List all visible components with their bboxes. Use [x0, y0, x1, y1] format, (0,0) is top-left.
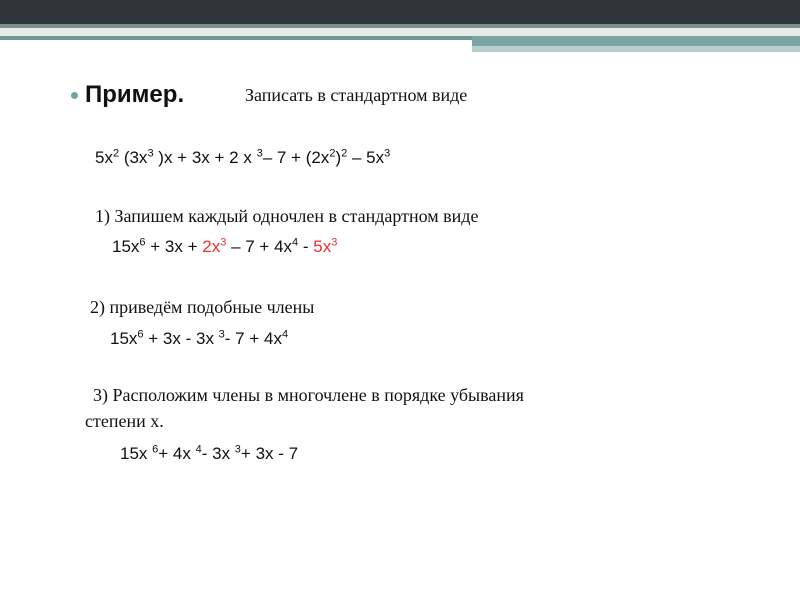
original-expression: $5x^2$ ($3x^3$ )x + 3x + 2 x $^3$– $7 + (2x^2)^2 - 5x^3$: [95, 147, 391, 167]
highlight-term: $2x^3$: [202, 236, 227, 256]
step3-label-line2: степени х.: [85, 411, 164, 431]
header-bar: [0, 0, 800, 24]
step3-expression: 15x $^6$+ 4x $^4$- 3x $^3$+ 3x - 7: [120, 443, 299, 463]
header-accent-left: [0, 36, 472, 40]
highlight-term: $5x^3$: [313, 236, 338, 256]
header-accent-right: [472, 36, 800, 46]
step3-label-line1: 3) Расположим члены в многочлене в порядке убывания: [93, 385, 524, 405]
step2-label: 2) приведём подобные члены: [90, 297, 315, 317]
step1-label: 1) Запишем каждый одночлен в стандартном виде: [95, 206, 479, 226]
header-stripe-light: [0, 28, 800, 36]
step1-expression: $15x^6 + 3x + 2x^3 - 7 + 4x^4 - 5x^3$: [112, 236, 338, 256]
slide-subtitle: Записать в стандартном виде: [245, 85, 468, 105]
slide-title: Пример.: [85, 81, 185, 108]
bullet-dot-icon: [71, 92, 78, 99]
step2-expression: $15x^6 + 3x - 3x$ $^3$- $7 + 4x^4$: [110, 328, 289, 348]
header-accent-right-light: [472, 46, 800, 52]
